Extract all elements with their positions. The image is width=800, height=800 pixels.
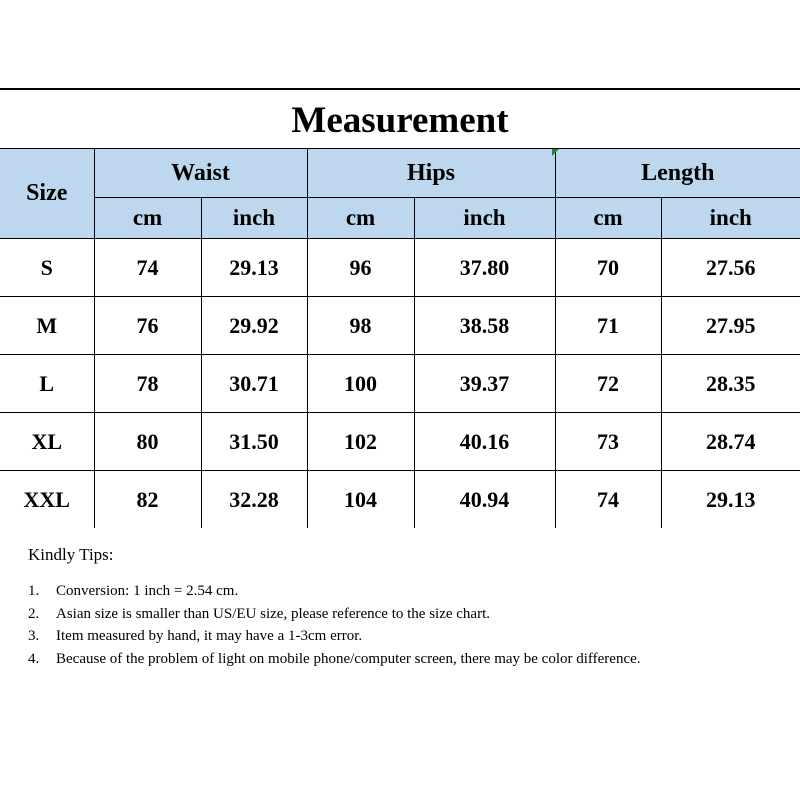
table-cell: 27.56 — [661, 239, 800, 297]
table-cell: 98 — [307, 297, 414, 355]
table-cell: 29.13 — [201, 239, 307, 297]
unit-header: inch — [201, 198, 307, 239]
top-rule — [0, 88, 800, 90]
size-table — [0, 148, 800, 528]
size-cell: S — [0, 239, 94, 297]
table-cell: 28.35 — [661, 355, 800, 413]
table-cell: 74 — [94, 239, 201, 297]
unit-header: cm — [94, 198, 201, 239]
tip-item — [28, 603, 768, 626]
tip-item — [28, 648, 768, 671]
tips-list — [28, 580, 768, 670]
tip-item — [28, 580, 768, 603]
kindly-tips — [28, 542, 768, 670]
table-cell: 100 — [307, 355, 414, 413]
table-cell: 38.58 — [414, 297, 555, 355]
table-cell: 29.13 — [661, 471, 800, 529]
table-cell: 29.92 — [201, 297, 307, 355]
table-cell: 96 — [307, 239, 414, 297]
tips-title: Kindly Tips: — [28, 545, 114, 564]
table-cell: 74 — [555, 471, 661, 529]
table-row — [0, 297, 800, 355]
table-cell: 80 — [94, 413, 201, 471]
table-cell: 27.95 — [661, 297, 800, 355]
page-title: Measurement — [291, 100, 509, 141]
tip-text: Item measured by hand, it may have a 1-3cm error. — [56, 628, 363, 644]
size-column-header: Size — [0, 149, 94, 239]
size-cell: XL — [0, 413, 94, 471]
group-header-length: Length — [555, 149, 800, 198]
table-cell: 40.94 — [414, 471, 555, 529]
tip-number: 2. — [28, 605, 40, 622]
table-row — [0, 239, 800, 297]
tip-text: Because of the problem of light on mobile phone/computer screen, there may be color difference. — [56, 650, 641, 667]
tip-number: 4. — [28, 650, 40, 667]
table-cell: 78 — [94, 355, 201, 413]
tip-item — [28, 625, 768, 648]
tip-number: 1. — [28, 583, 40, 599]
unit-header: inch — [661, 198, 800, 239]
table-cell: 40.16 — [414, 413, 555, 471]
table-cell: 28.74 — [661, 413, 800, 471]
header-row-units — [0, 198, 800, 239]
unit-header: inch — [414, 198, 555, 239]
tip-text: Asian size is smaller than US/EU size, please reference to the size chart. — [56, 605, 490, 622]
table-cell: 37.80 — [414, 239, 555, 297]
size-cell: L — [0, 355, 94, 413]
table-cell: 76 — [94, 297, 201, 355]
header-row-groups — [0, 149, 800, 198]
unit-header: cm — [307, 198, 414, 239]
table-cell: 102 — [307, 413, 414, 471]
table-cell: 73 — [555, 413, 661, 471]
table-cell: 32.28 — [201, 471, 307, 529]
table-row — [0, 471, 800, 529]
table-cell: 31.50 — [201, 413, 307, 471]
tip-number: 3. — [28, 628, 40, 644]
table-cell: 104 — [307, 471, 414, 529]
table-cell: 71 — [555, 297, 661, 355]
size-cell: XXL — [0, 471, 94, 529]
unit-header: cm — [555, 198, 661, 239]
size-cell: M — [0, 297, 94, 355]
table-cell: 30.71 — [201, 355, 307, 413]
table-row — [0, 355, 800, 413]
group-header-waist: Waist — [94, 149, 307, 198]
table-cell: 70 — [555, 239, 661, 297]
table-cell: 39.37 — [414, 355, 555, 413]
group-header-hips: Hips — [307, 149, 555, 198]
tip-text: Conversion: 1 inch = 2.54 cm. — [56, 583, 239, 599]
table-cell: 82 — [94, 471, 201, 529]
cell-comment-marker — [552, 149, 559, 156]
table-row — [0, 413, 800, 471]
table-cell: 72 — [555, 355, 661, 413]
